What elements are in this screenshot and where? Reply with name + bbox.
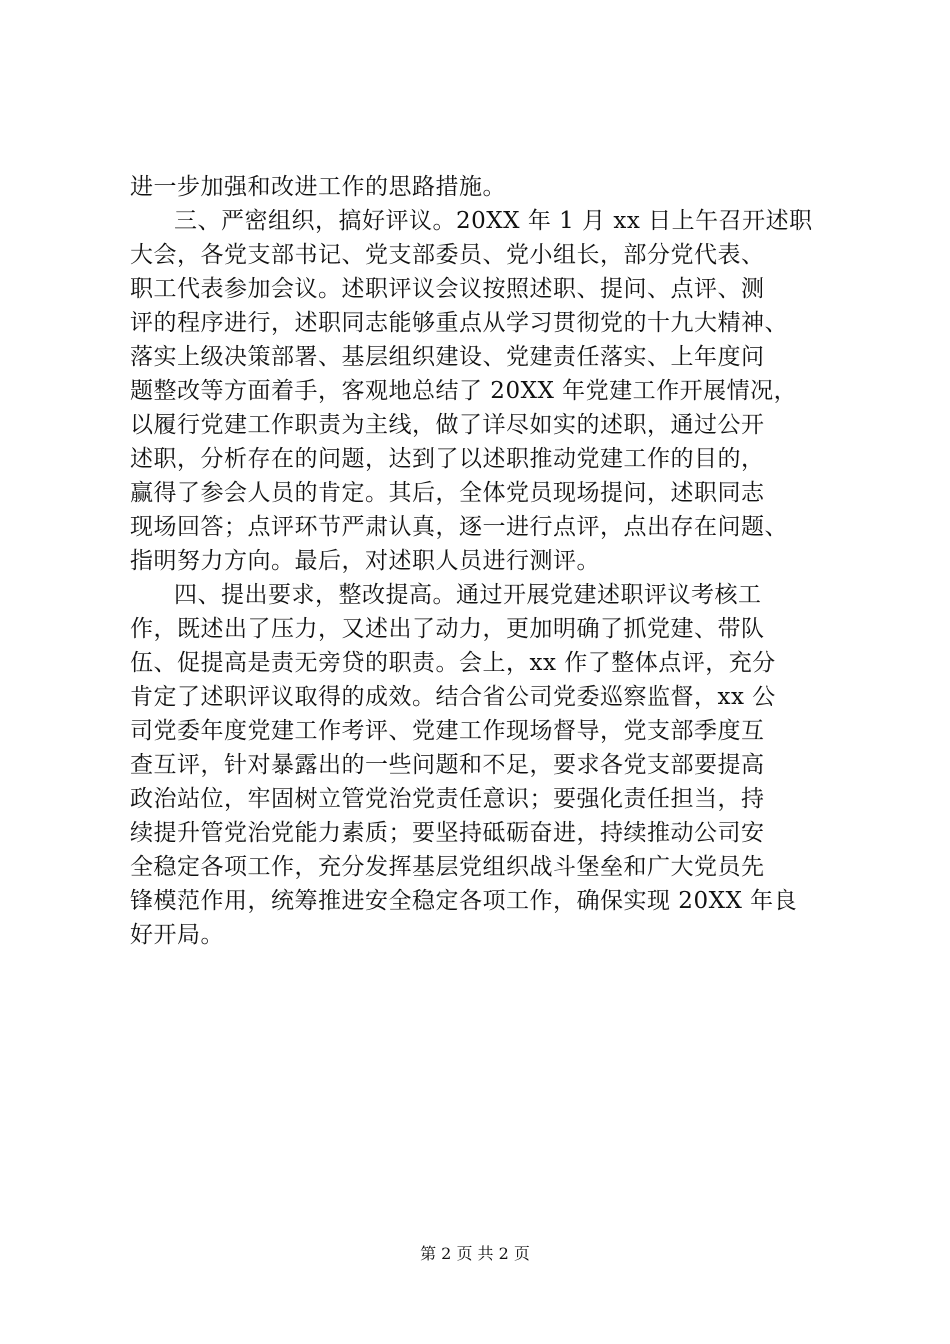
body-line: 落实上级决策部署、基层组织建设、党建责任落实、上年度问 [130, 344, 765, 370]
body-line: 司党委年度党建工作考评、党建工作现场督导，党支部季度互 [130, 718, 765, 744]
paragraph-start-line: 四、提出要求，整改提高。通过开展党建述职评议考核工 [174, 582, 762, 608]
body-line: 全稳定各项工作，充分发挥基层党组织战斗堡垒和广大党员先 [130, 854, 765, 880]
body-line: 肯定了述职评议取得的成效。结合省公司党委巡察监督，xx 公 [130, 684, 776, 710]
body-line: 锋模范作用，统筹推进安全稳定各项工作，确保实现 20XX 年良 [130, 888, 798, 914]
body-line: 题整改等方面着手，客观地总结了 20XX 年党建工作开展情况， [130, 378, 798, 404]
body-line: 大会，各党支部书记、党支部委员、党小组长，部分党代表、 [130, 242, 765, 268]
document-body [130, 170, 850, 952]
body-line: 职工代表参加会议。述职评议会议按照述职、提问、点评、测 [130, 276, 765, 302]
body-line: 指明努力方向。最后，对述职人员进行测评。 [130, 548, 600, 574]
body-line: 现场回答；点评环节严肃认真，逐一进行点评，点出存在问题、 [130, 514, 788, 540]
body-line: 进一步加强和改进工作的思路措施。 [130, 174, 506, 200]
page-footer: 第 2 页 共 2 页 [420, 1244, 530, 1263]
body-line: 作，既述出了压力，又述出了动力，更加明确了抓党建、带队 [130, 616, 765, 642]
body-line: 伍、促提高是责无旁贷的职责。会上，xx 作了整体点评，充分 [130, 650, 776, 676]
paragraph-start-line: 三、严密组织，搞好评议。20XX 年 1 月 xx 日上午召开述职 [174, 208, 813, 234]
body-line: 续提升管党治党能力素质；要坚持砥砺奋进，持续推动公司安 [130, 820, 765, 846]
body-line: 赢得了参会人员的肯定。其后，全体党员现场提问，述职同志 [130, 480, 765, 506]
body-line: 评的程序进行，述职同志能够重点从学习贯彻党的十九大精神、 [130, 310, 788, 336]
body-line: 好开局。 [130, 922, 224, 948]
body-line: 述职，分析存在的问题，达到了以述职推动党建工作的目的， [130, 446, 765, 472]
body-line: 以履行党建工作职责为主线，做了详尽如实的述职，通过公开 [130, 412, 765, 438]
body-line: 政治站位，牢固树立管党治党责任意识；要强化责任担当，持 [130, 786, 765, 812]
body-line: 查互评，针对暴露出的一些问题和不足，要求各党支部要提高 [130, 752, 765, 778]
